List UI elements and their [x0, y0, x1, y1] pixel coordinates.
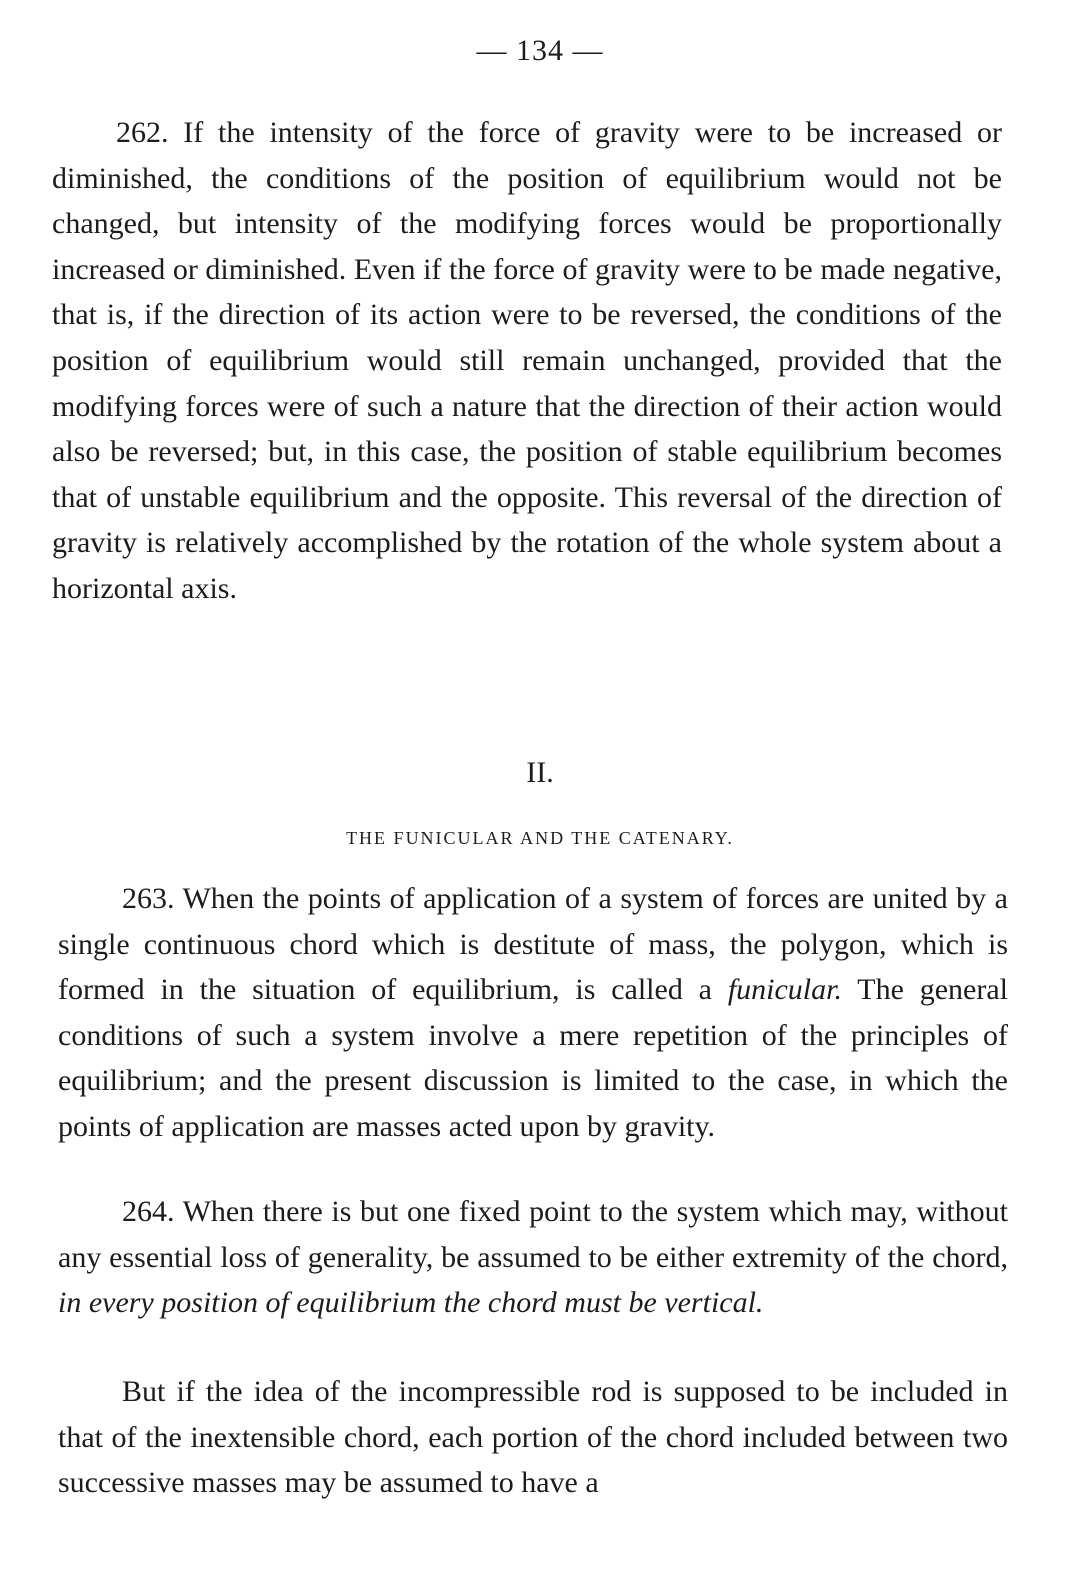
page-number: — 134 —	[476, 34, 604, 67]
paragraph-262: 262. If the intensity of the force of gravity were to be increased or diminished, the conditions of the position of equilibrium would not be changed, but intensity of the modifying forces would be proportionally increased or diminished. Even if the force of gravity were to be made negative, that is, if the direction of its action were to be reversed, the conditions of the position of equilibrium would still remain unchanged, provided that the modifying forces were of such a nature that the direction of their action would also be reversed; but, in this case, the position of stable equilibrium becomes that of unstable equilibrium and the opposite. This reversal of the direction of gravity is relatively accomplished by the rotation of the whole system about a horizontal axis.	[52, 116, 1002, 605]
paragraph-264	[58, 1189, 1008, 1326]
section-title: THE FUNICULAR AND THE CATENARY.	[346, 828, 734, 848]
paragraph-264-text: 264. When there is but one fixed point to the system which may, without any essential loss of generality, be assumed to be either extremity of the chord,	[58, 1195, 1008, 1274]
funicular-term: funicular.	[727, 973, 842, 1007]
paragraph-continuation: But if the idea of the incompressible rod is supposed to be included in that of the inextensible chord, each portion of the chord included between two successive masses may be assumed to have a	[58, 1375, 1008, 1500]
paragraph-263-text: 263. When the points of application of a system of forces are united by a single continuous chord which is destitute of mass, the polygon, which is formed in the situation of equilibrium, is called a	[58, 882, 1008, 1007]
paragraph-263	[58, 876, 1008, 1150]
section-numeral: II.	[526, 756, 554, 789]
paragraph-263-text-cont: The general conditions of such a system involve a mere repetition of the principles of equilibrium; and the present discussion is limited to the case, in which the points of application are masses acted upon by gravity.	[58, 973, 1009, 1143]
paragraph-264-emphasis: in every position of equilibrium the chord must be vertical.	[58, 1286, 764, 1320]
